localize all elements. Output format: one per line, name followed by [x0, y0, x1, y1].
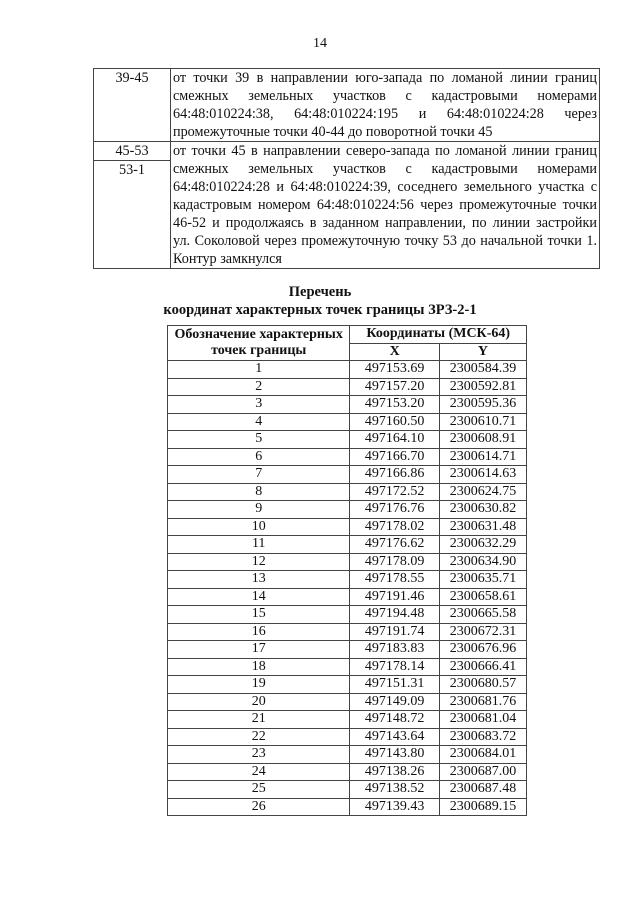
table-row [168, 483, 527, 501]
table-row [168, 606, 527, 624]
table-row [168, 658, 527, 676]
y-coordinate-cell: 2300610.71 [439, 413, 526, 431]
header-row [168, 326, 527, 344]
y-coordinate-cell: 2300584.39 [439, 361, 526, 379]
x-coordinate-cell: 497191.74 [350, 623, 440, 641]
x-coordinate-cell: 497166.70 [350, 448, 440, 466]
segment-description: от точки 39 в направлении юго-запада по ломаной линии границ смежных земельных участков с кадастровыми номерами 64:48:010224:38, 64:48:010224:195 и 64:48:010224:28 через промежуточные точки 40-44 до поворотной точки 45 [171, 69, 600, 142]
segment-cell: 39-45 [94, 69, 171, 142]
y-coordinate-cell: 2300665.58 [439, 606, 526, 624]
point-number-cell: 16 [168, 623, 350, 641]
table-row [168, 641, 527, 659]
y-coordinate-cell: 2300614.71 [439, 448, 526, 466]
coordinates-table [167, 325, 527, 816]
point-number-cell: 2 [168, 378, 350, 396]
point-number-cell: 15 [168, 606, 350, 624]
x-coordinate-cell: 497153.69 [350, 361, 440, 379]
y-coordinate-cell: 2300592.81 [439, 378, 526, 396]
y-column-header: Y [439, 343, 526, 361]
point-number-cell: 23 [168, 746, 350, 764]
table-row [168, 553, 527, 571]
y-coordinate-cell: 2300614.63 [439, 466, 526, 484]
segment-label: 45-53 [94, 142, 170, 161]
y-coordinate-cell: 2300632.29 [439, 536, 526, 554]
table-row [168, 501, 527, 519]
x-coordinate-cell: 497149.09 [350, 693, 440, 711]
point-number-cell: 19 [168, 676, 350, 694]
y-coordinate-cell: 2300630.82 [439, 501, 526, 519]
table-row [168, 571, 527, 589]
boundary-description-table [93, 68, 600, 269]
y-coordinate-cell: 2300681.76 [439, 693, 526, 711]
point-column-header: Обозначение характерных точек границы [168, 326, 350, 361]
segment-cell [94, 142, 171, 269]
x-coordinate-cell: 497138.26 [350, 763, 440, 781]
y-coordinate-cell: 2300666.41 [439, 658, 526, 676]
point-number-cell: 22 [168, 728, 350, 746]
table-row [168, 378, 527, 396]
table-row [168, 728, 527, 746]
point-number-cell: 3 [168, 396, 350, 414]
x-coordinate-cell: 497178.09 [350, 553, 440, 571]
y-coordinate-cell: 2300635.71 [439, 571, 526, 589]
segment-label: 53-1 [118, 162, 145, 178]
table-row [94, 142, 600, 269]
point-number-cell: 1 [168, 361, 350, 379]
point-number-cell: 10 [168, 518, 350, 536]
x-coordinate-cell: 497138.52 [350, 781, 440, 799]
y-coordinate-cell: 2300624.75 [439, 483, 526, 501]
point-number-cell: 21 [168, 711, 350, 729]
x-coordinate-cell: 497143.64 [350, 728, 440, 746]
point-number-cell: 5 [168, 431, 350, 449]
x-coordinate-cell: 497172.52 [350, 483, 440, 501]
y-coordinate-cell: 2300672.31 [439, 623, 526, 641]
point-number-cell: 9 [168, 501, 350, 519]
coords-group-header: Координаты (МСК-64) [350, 326, 527, 344]
table-row [168, 518, 527, 536]
x-coordinate-cell: 497183.83 [350, 641, 440, 659]
point-number-cell: 20 [168, 693, 350, 711]
point-number-cell: 11 [168, 536, 350, 554]
point-number-cell: 8 [168, 483, 350, 501]
table-row [168, 396, 527, 414]
table-row [168, 466, 527, 484]
table-row [168, 711, 527, 729]
y-coordinate-cell: 2300631.48 [439, 518, 526, 536]
x-coordinate-cell: 497157.20 [350, 378, 440, 396]
section-subtitle: координат характерных точек границы ЗРЗ-2-1 [163, 302, 477, 318]
x-coordinate-cell: 497178.02 [350, 518, 440, 536]
y-coordinate-cell: 2300683.72 [439, 728, 526, 746]
y-coordinate-cell: 2300634.90 [439, 553, 526, 571]
point-number-cell: 17 [168, 641, 350, 659]
point-number-cell: 25 [168, 781, 350, 799]
x-coordinate-cell: 497164.10 [350, 431, 440, 449]
table-row [168, 798, 527, 816]
y-coordinate-cell: 2300681.04 [439, 711, 526, 729]
point-number-cell: 12 [168, 553, 350, 571]
page-number: 14 [313, 36, 327, 51]
x-coordinate-cell: 497139.43 [350, 798, 440, 816]
x-coordinate-cell: 497194.48 [350, 606, 440, 624]
x-coordinate-cell: 497160.50 [350, 413, 440, 431]
point-number-cell: 13 [168, 571, 350, 589]
y-coordinate-cell: 2300680.57 [439, 676, 526, 694]
y-coordinate-cell: 2300608.91 [439, 431, 526, 449]
table-row [168, 746, 527, 764]
table-row [168, 623, 527, 641]
y-coordinate-cell: 2300687.00 [439, 763, 526, 781]
y-coordinate-cell: 2300595.36 [439, 396, 526, 414]
point-number-cell: 24 [168, 763, 350, 781]
x-coordinate-cell: 497178.55 [350, 571, 440, 589]
x-coordinate-cell: 497166.86 [350, 466, 440, 484]
point-number-cell: 4 [168, 413, 350, 431]
table-row [168, 693, 527, 711]
x-coordinate-cell: 497178.14 [350, 658, 440, 676]
y-coordinate-cell: 2300687.48 [439, 781, 526, 799]
point-number-cell: 18 [168, 658, 350, 676]
x-coordinate-cell: 497143.80 [350, 746, 440, 764]
y-coordinate-cell: 2300676.96 [439, 641, 526, 659]
y-coordinate-cell: 2300658.61 [439, 588, 526, 606]
table-row [168, 588, 527, 606]
table-row [168, 763, 527, 781]
table-row [168, 676, 527, 694]
table-row [168, 781, 527, 799]
x-coordinate-cell: 497148.72 [350, 711, 440, 729]
segment-description: от точки 45 в направлении северо-запада по ломаной линии границ смежных земельных участков с кадастровыми номерами 64:48:010224:28 и 64:48:010224:39, соседнего земельного участка с кадастровым номером 64:48:010224:56 через промежуточные точки 46-52 и продолжаясь в заданном направлении, по линии застройки ул. Соколовой через промежуточную точку 53 до начальной точки 1. Контур замкнулся [171, 142, 600, 269]
table-row [168, 448, 527, 466]
x-coordinate-cell: 497153.20 [350, 396, 440, 414]
y-coordinate-cell: 2300684.01 [439, 746, 526, 764]
table-row [168, 431, 527, 449]
x-coordinate-cell: 497191.46 [350, 588, 440, 606]
x-coordinate-cell: 497151.31 [350, 676, 440, 694]
point-number-cell: 14 [168, 588, 350, 606]
table-row [94, 69, 600, 142]
section-title: Перечень [288, 284, 352, 300]
point-number-cell: 7 [168, 466, 350, 484]
x-column-header: X [350, 343, 440, 361]
y-coordinate-cell: 2300689.15 [439, 798, 526, 816]
point-number-cell: 26 [168, 798, 350, 816]
x-coordinate-cell: 497176.76 [350, 501, 440, 519]
table-row [168, 536, 527, 554]
table-row [168, 361, 527, 379]
point-number-cell: 6 [168, 448, 350, 466]
table-row [168, 413, 527, 431]
x-coordinate-cell: 497176.62 [350, 536, 440, 554]
